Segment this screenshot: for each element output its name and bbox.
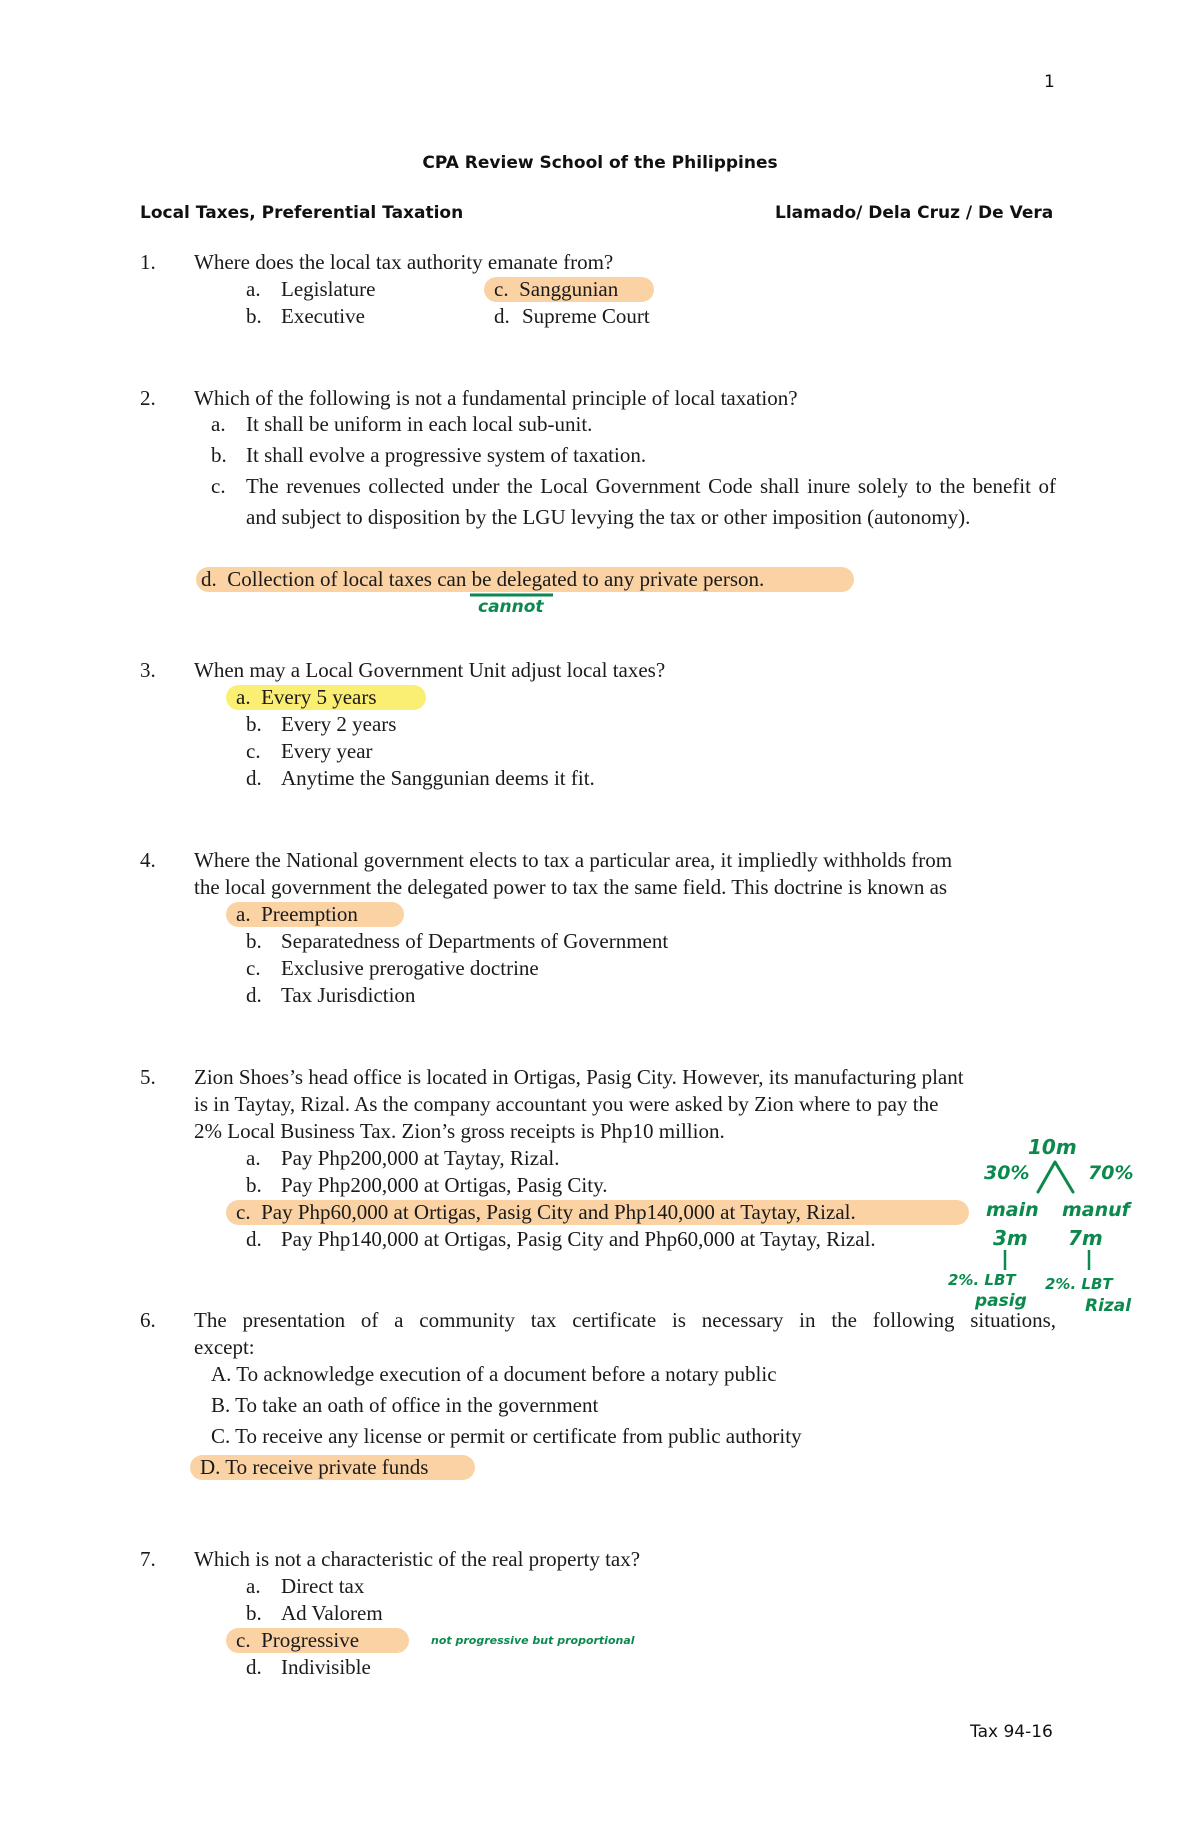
- subject-title: Local Taxes, Preferential Taxation: [140, 203, 464, 223]
- split-caret-stroke: [1038, 1162, 1073, 1192]
- option-text: C. To receive any license or permit or certificate from public authority: [211, 1424, 802, 1448]
- option-text: Pay Php60,000 at Ortigas, Pasig City and Php140,000 at Taytay, Rizal.: [261, 1200, 856, 1224]
- handwritten-note: 7m: [1068, 1226, 1103, 1250]
- question-number: 5.: [140, 1065, 156, 1089]
- option-text: Legislature: [281, 277, 376, 301]
- option-text: Tax Jurisdiction: [281, 983, 416, 1007]
- option-text: Ad Valorem: [281, 1601, 383, 1625]
- handwritten-note: Rizal: [1085, 1296, 1132, 1316]
- handwritten-note: main: [986, 1199, 1039, 1221]
- option-letter: b.: [246, 1173, 262, 1197]
- option-text: B. To take an oath of office in the government: [211, 1393, 599, 1417]
- option-text: Collection of local taxes can be delegated to any private person.: [227, 567, 765, 591]
- option-text: D. To receive private funds: [200, 1455, 429, 1479]
- option-letter: d.: [246, 1655, 262, 1679]
- question-text-line: The presentation of a community tax certificate is necessary in the following situations,: [194, 1308, 1056, 1332]
- option-letter: b.: [246, 304, 262, 328]
- question-text-line: the local government the delegated power to tax the same field. This doctrine is known as: [194, 875, 948, 899]
- option-letter: a.: [246, 1574, 261, 1598]
- school-title: CPA Review School of the Philippines: [422, 153, 778, 173]
- option-letter: d.: [246, 766, 262, 790]
- question-number: 6.: [140, 1308, 156, 1332]
- option-text: Every year: [281, 739, 373, 763]
- option-text: Every 5 years: [261, 685, 377, 709]
- option-letter: d.: [201, 567, 217, 591]
- option-letter: c.: [236, 1200, 251, 1224]
- option-letter: b.: [246, 712, 262, 736]
- question-number: 2.: [140, 386, 156, 410]
- option-text: Pay Php200,000 at Taytay, Rizal.: [281, 1146, 560, 1170]
- option-letter: d.: [246, 1227, 262, 1251]
- option-text: Sanggunian: [519, 277, 619, 301]
- option-text: Executive: [281, 304, 365, 328]
- option-text: It shall be uniform in each local sub-unit.: [246, 412, 593, 436]
- option-letter: a.: [236, 685, 251, 709]
- option-text: Preemption: [261, 902, 358, 926]
- footer-code: Tax 94-16: [970, 1722, 1053, 1742]
- question-number: 3.: [140, 658, 156, 682]
- handwritten-note: 30%: [984, 1162, 1030, 1184]
- option-text: Pay Php200,000 at Ortigas, Pasig City.: [281, 1173, 608, 1197]
- question-text-line: except:: [194, 1335, 255, 1359]
- option-text: Exclusive prerogative doctrine: [281, 956, 539, 980]
- option-text: Pay Php140,000 at Ortigas, Pasig City and Php60,000 at Taytay, Rizal.: [281, 1227, 876, 1251]
- option-letter: d.: [494, 304, 510, 328]
- handwritten-note: not progressive but proportional: [431, 1634, 635, 1647]
- handwritten-note: manuf: [1062, 1199, 1130, 1221]
- option-letter: a.: [236, 902, 251, 926]
- handwritten-note: 10m: [1028, 1135, 1077, 1159]
- option-text: Indivisible: [281, 1655, 371, 1679]
- question-number: 1.: [140, 250, 156, 274]
- question-text-line: Zion Shoes’s head office is located in Ortigas, Pasig City. However, its manufacturing plant: [194, 1065, 964, 1089]
- question-text: Which is not a characteristic of the real property tax?: [194, 1547, 641, 1571]
- handwritten-note: 3m: [993, 1226, 1028, 1250]
- option-letter: c.: [211, 474, 226, 498]
- option-letter: a.: [246, 277, 261, 301]
- option-letter: b.: [246, 1601, 262, 1625]
- option-text: It shall evolve a progressive system of taxation.: [246, 443, 647, 467]
- page-number: 1: [1044, 72, 1055, 92]
- handwritten-note: 70%: [1088, 1162, 1134, 1184]
- question-text: When may a Local Government Unit adjust local taxes?: [194, 658, 666, 682]
- option-letter: a.: [211, 412, 226, 436]
- option-text: Progressive: [261, 1628, 360, 1652]
- option-letter: b.: [211, 443, 227, 467]
- option-letter: b.: [246, 929, 262, 953]
- option-letter: c.: [246, 739, 261, 763]
- option-letter: c.: [236, 1628, 251, 1652]
- question-text-line: 2% Local Business Tax. Zion’s gross receipts is Php10 million.: [194, 1119, 725, 1143]
- question-text: Which of the following is not a fundamental principle of local taxation?: [194, 386, 798, 410]
- option-letter: d.: [246, 983, 262, 1007]
- option-letter: a.: [246, 1146, 261, 1170]
- option-text: Separatedness of Departments of Government: [281, 929, 669, 953]
- option-text: Direct tax: [281, 1574, 365, 1598]
- option-text: The revenues collected under the Local Government Code shall inure solely to the benefit of and subject to disposition by the LGU levying the tax or other imposition (autonomy).: [246, 474, 1056, 529]
- question-text-line: is in Taytay, Rizal. As the company accountant you were asked by Zion where to pay the: [194, 1092, 939, 1116]
- handwritten-note: 2%. LBT: [1045, 1275, 1113, 1293]
- question-number: 4.: [140, 848, 156, 872]
- option-text: A. To acknowledge execution of a document before a notary public: [211, 1362, 777, 1386]
- question-text: Where does the local tax authority emanate from?: [194, 250, 614, 274]
- option-text: Every 2 years: [281, 712, 397, 736]
- question-text-line: Where the National government elects to tax a particular area, it impliedly withholds from: [194, 848, 953, 872]
- handwritten-note: pasig: [975, 1291, 1027, 1311]
- option-text: Supreme Court: [522, 304, 650, 328]
- option-letter: c.: [494, 277, 509, 301]
- authors: Llamado/ Dela Cruz / De Vera: [775, 203, 1054, 223]
- question-number: 7.: [140, 1547, 156, 1571]
- handwritten-note: 2%. LBT: [948, 1271, 1016, 1289]
- handwritten-note: cannot: [478, 597, 544, 617]
- option-letter: c.: [246, 956, 261, 980]
- option-text: Anytime the Sanggunian deems it fit.: [281, 766, 595, 790]
